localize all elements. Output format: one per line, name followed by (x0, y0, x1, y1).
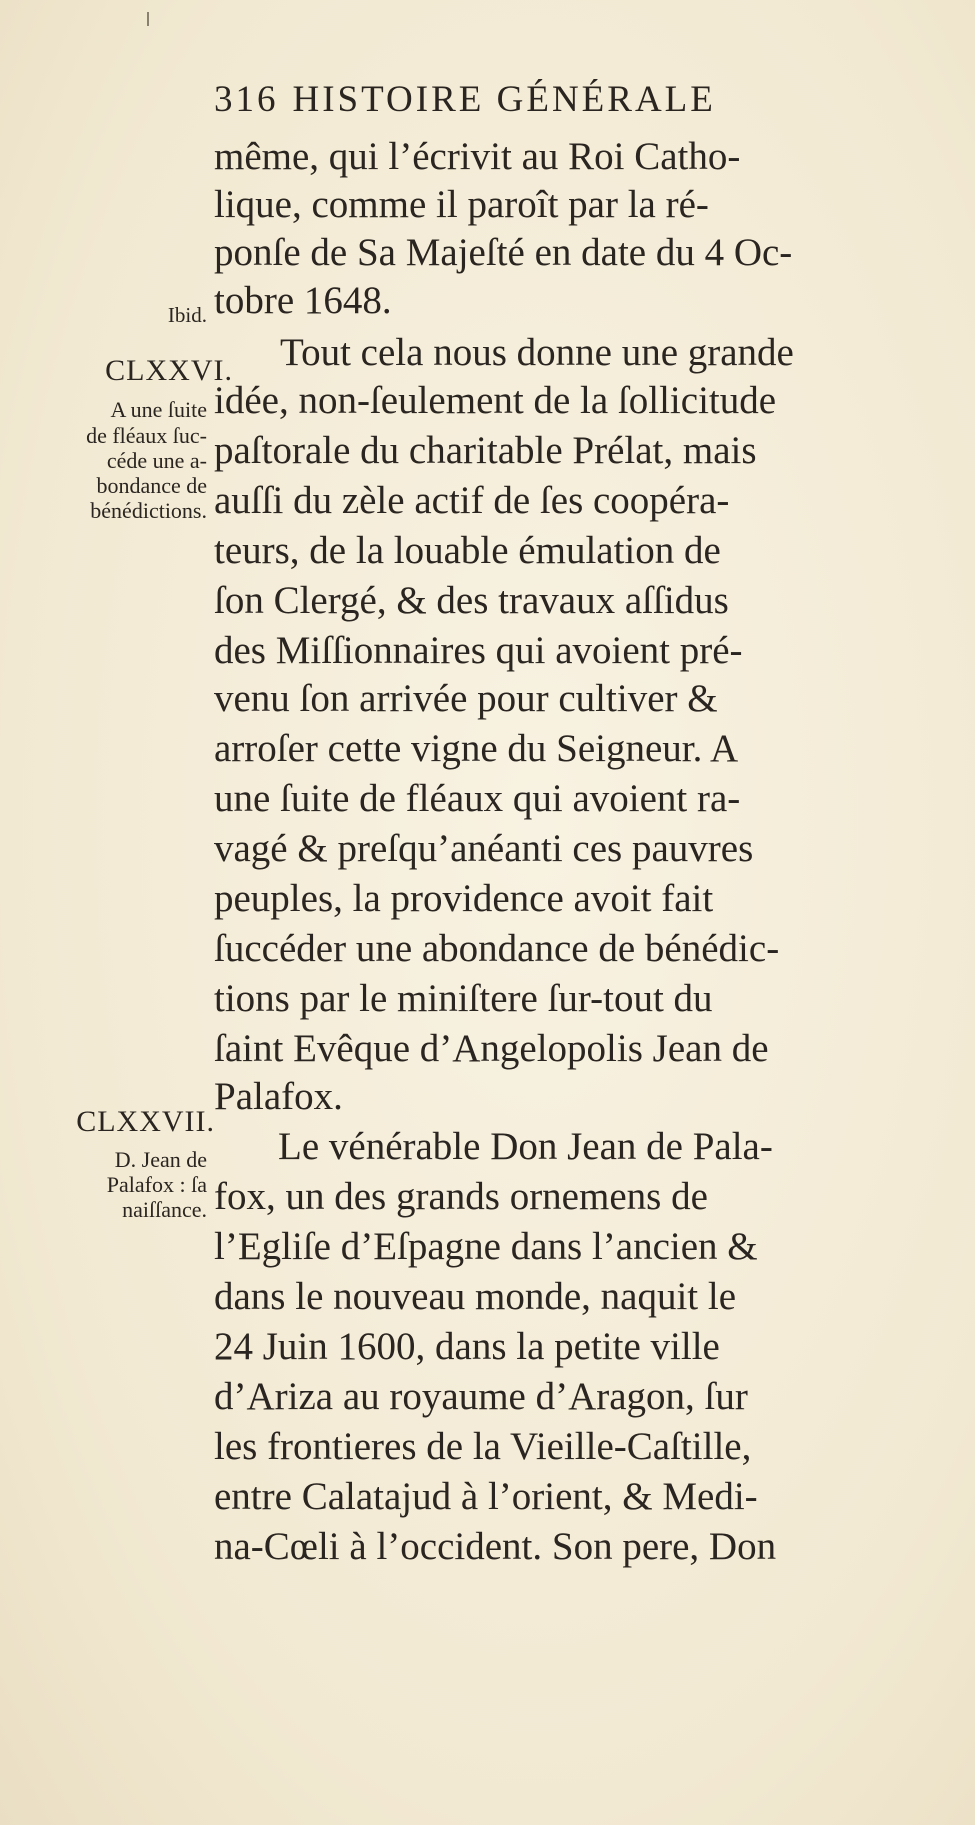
text-line: idée, non-ſeulement de la ſollicitude (214, 379, 777, 422)
text-line: des Miſſionnaires qui avoient pré- (214, 629, 743, 672)
text-line: ſuccéder une abondance de bénédic- (214, 927, 780, 970)
margin-note-177-line: naiſſance. (122, 1197, 207, 1222)
margin-note-176-line: céde une a- (106, 448, 207, 473)
text-line: d’Ariza au royaume d’Aragon, ſur (214, 1375, 748, 1418)
text-line: vagé & preſqu’anéanti ces pauvres (214, 827, 754, 870)
text-line: Tout cela nous donne une grande (280, 331, 794, 374)
text-line: venu ſon arrivée pour cultiver & (214, 677, 718, 720)
running-header (214, 78, 716, 121)
page-mark (147, 12, 149, 26)
text-line: teurs, de la louable émulation de (214, 529, 721, 572)
text-line: les frontieres de la Vieille-Caſtille, (214, 1425, 752, 1468)
text-line: Palafox. (214, 1075, 343, 1118)
text-line: 24 Juin 1600, dans la petite ville (214, 1325, 720, 1368)
text-line: ſon Clergé, & des travaux aſſidus (214, 579, 729, 622)
running-title: HISTOIRE GÉNÉRALE (292, 79, 716, 120)
margin-note-176-line: A une ſuite (110, 397, 207, 422)
text-line: entre Calatajud à l’orient, & Medi- (214, 1475, 758, 1518)
margin-note-177-line: Palafox : ſa (106, 1172, 207, 1197)
text-line: arroſer cette vigne du Seigneur. A (214, 727, 739, 770)
text-line: ponſe de Sa Majeſté en date du 4 Oc- (214, 231, 793, 274)
text-line: une ſuite de fléaux qui avoient ra- (214, 777, 741, 820)
text-line: auſſi du zèle actif de ſes coopéra- (214, 479, 730, 522)
text-line: tions par le miniſtere ſur-tout du (214, 977, 713, 1020)
text-line: tobre 1648. (214, 279, 392, 322)
text-line: Le vénérable Don Jean de Pala- (278, 1125, 773, 1168)
text-line: dans le nouveau monde, naquit le (214, 1275, 737, 1318)
text-line: lique, comme il paroît par la ré- (214, 183, 709, 226)
text-line: même, qui l’écrivit au Roi Catho- (214, 135, 741, 178)
margin-numeral-176: CLXXVI. (105, 354, 233, 387)
margin-note-176-line: de fléaux ſuc- (86, 423, 207, 448)
text-line: ſaint Evêque d’Angelopolis Jean de (214, 1027, 769, 1070)
text-line: peuples, la providence avoit fait (214, 877, 714, 920)
margin-note-177-line: D. Jean de (114, 1147, 207, 1172)
margin-numeral-177: CLXXVII. (76, 1105, 215, 1138)
margin-note-176-line: bondance de (96, 473, 207, 498)
text-line: na-Cœli à l’occident. Son pere, Don (214, 1525, 777, 1568)
text-line: paſtorale du charitable Prélat, mais (214, 429, 757, 472)
margin-note-176-line: bénédictions. (90, 498, 207, 523)
page-number: 316 (214, 79, 279, 120)
text-line: l’Egliſe d’Eſpagne dans l’ancien & (214, 1225, 758, 1268)
margin-note-ibid: Ibid. (167, 303, 207, 327)
text-line: fox, un des grands ornemens de (214, 1175, 708, 1218)
